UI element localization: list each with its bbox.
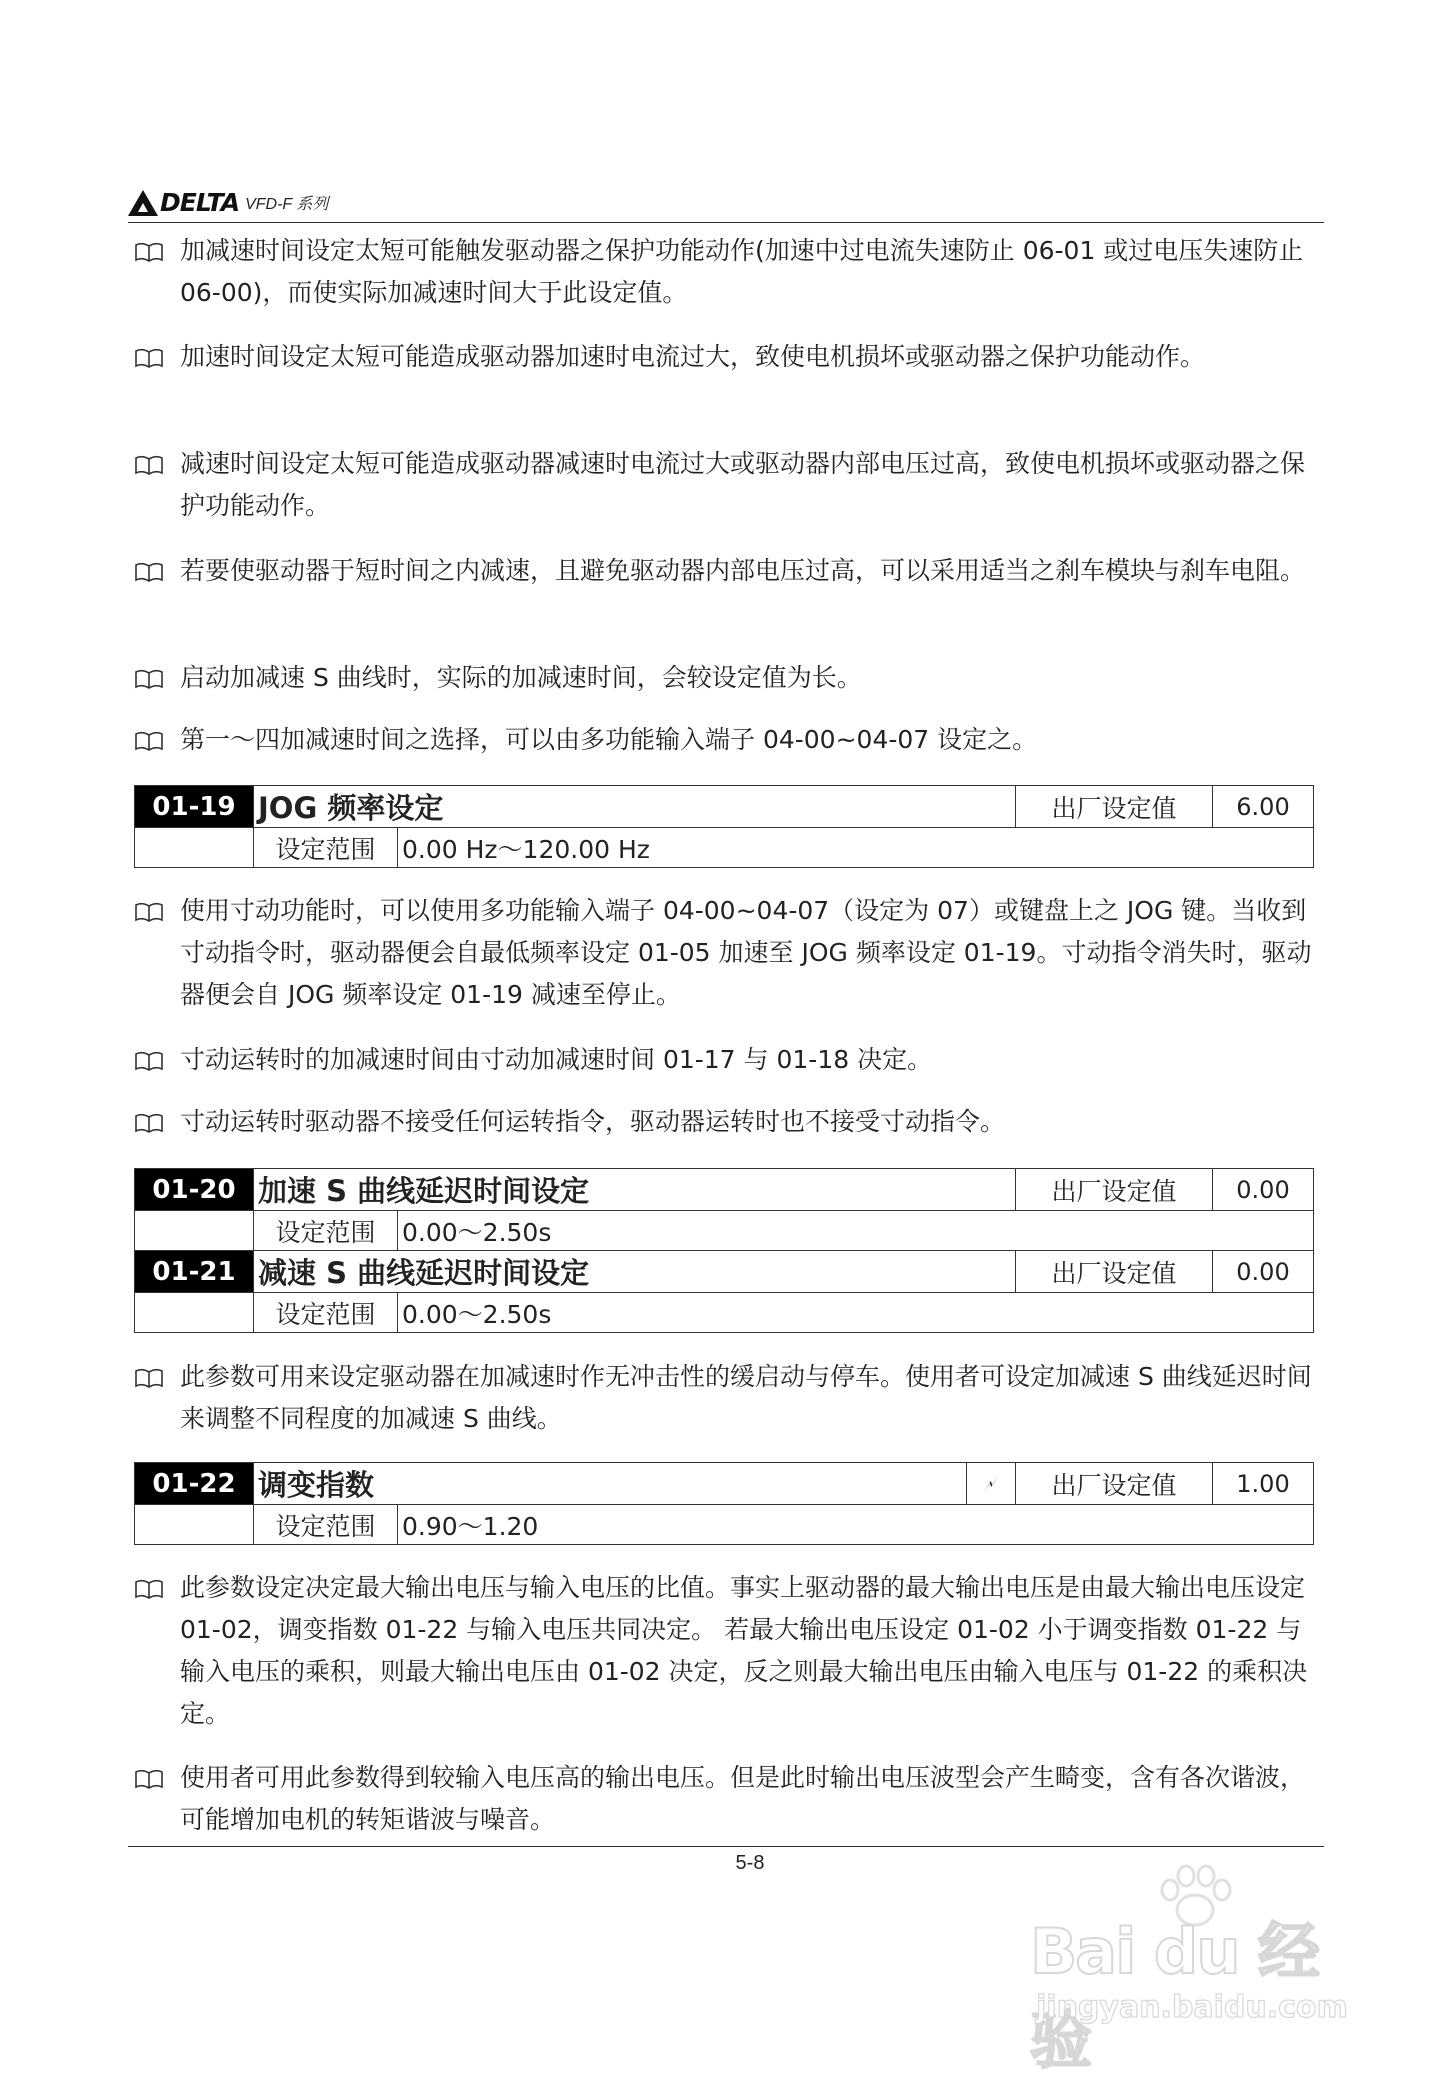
param-name: JOG 频率设定	[253, 786, 1015, 827]
note-text: 加速时间设定太短可能造成驱动器加速时电流过大，致使电机损坏或驱动器之保护功能动作。	[180, 342, 1206, 371]
book-icon	[134, 1051, 164, 1071]
note-paragraph	[134, 230, 1324, 314]
watermark-url: jingyan.baidu.com	[1036, 1990, 1348, 2025]
page-header	[128, 186, 1324, 223]
default-value: 1.00	[1212, 1463, 1313, 1504]
param-range-row	[135, 1504, 1313, 1544]
param-table-01-20-01-21	[134, 1168, 1314, 1333]
logo-text: DELTA	[160, 188, 240, 217]
delta-logo	[128, 186, 328, 216]
param-name: 减速 S 曲线延迟时间设定	[253, 1251, 1015, 1292]
range-value: 0.00～2.50s	[397, 1211, 1313, 1250]
footer-divider	[128, 1846, 1324, 1847]
note-text: 寸动运转时的加减速时间由寸动加减速时间 01-17 与 01-18 决定。	[180, 1045, 933, 1074]
note-text: 若要使驱动器于短时间之内减速，且避免驱动器内部电压过高，可以采用适当之刹车模块与刹车电阻。	[180, 556, 1306, 585]
param-code: 01-21	[135, 1251, 253, 1292]
param-name: 加速 S 曲线延迟时间设定	[253, 1169, 1015, 1210]
note-text: 使用者可用此参数得到较输入电压高的输出电压。但是此时输出电压波型会产生畸变，含有各次谐波，可能增加电机的转矩谐波与噪音。	[180, 1763, 1306, 1834]
note-paragraph	[134, 1101, 1324, 1143]
default-value: 0.00	[1212, 1169, 1313, 1210]
default-label: 出厂设定值	[1015, 1169, 1212, 1210]
book-icon	[134, 1113, 164, 1133]
param-table-01-19	[134, 785, 1314, 868]
book-icon	[134, 348, 164, 368]
book-icon	[134, 1769, 164, 1789]
note-text: 此参数设定决定最大输出电压与输入电压的比值。事实上驱动器的最大输出电压是由最大输出电压设定 01-02，调变指数 01-22 与输入电压共同决定。 若最大输出电压设定 01-02 小于调变指数 01-22 与输入电压的乘积，则最大输出电压由 01-02 决定，反之则最大输出电压由输入电压与 01-22 的乘积决定。	[180, 1573, 1308, 1728]
param-header-row	[135, 1250, 1313, 1292]
book-icon	[134, 669, 164, 689]
note-text: 加减速时间设定太短可能触发驱动器之保护功能动作(加速中过电流失速防止 06-01 或过电压失速防止 06-00)，而使实际加减速时间大于此设定值。	[180, 236, 1304, 307]
note-paragraph	[134, 1567, 1324, 1735]
param-header-row	[135, 1169, 1313, 1210]
note-paragraph	[134, 1757, 1324, 1841]
watermark-brand: Bai du 经验	[1030, 1915, 1319, 2077]
range-value: 0.90～1.20	[397, 1505, 1313, 1544]
range-label: 设定范围	[253, 1505, 397, 1544]
note-text: 减速时间设定太短可能造成驱动器减速时电流过大或驱动器内部电压过高，致使电机损坏或驱动器之保护功能动作。	[180, 449, 1306, 520]
book-icon	[134, 455, 164, 475]
note-text: 此参数可用来设定驱动器在加减速时作无冲击性的缓启动与停车。使用者可设定加减速 S 曲线延迟时间来调整不同程度的加减速 S 曲线。	[180, 1362, 1312, 1433]
note-paragraph	[134, 657, 1324, 699]
note-paragraph	[134, 443, 1324, 527]
page-number: 5-8	[735, 1852, 765, 1874]
book-icon	[134, 902, 164, 922]
param-code: 01-22	[135, 1463, 253, 1504]
param-table-01-22	[134, 1462, 1314, 1545]
note-text: 使用寸动功能时，可以使用多功能输入端子 04-00~04-07（设定为 07）或键盘上之 JOG 键。当收到寸动指令时，驱动器便会自最低频率设定 01-05 加速至 JOG 频率设定 01-19。寸动指令消失时，驱动器便会自 JOG 频率设定 01-19 减速至停止。	[180, 896, 1312, 1009]
series-label: VFD-F 系列	[245, 196, 329, 213]
param-name: 调变指数	[253, 1463, 966, 1504]
default-value: 6.00	[1212, 786, 1313, 827]
note-paragraph	[134, 1356, 1324, 1440]
param-range-row	[135, 827, 1313, 867]
default-label: 出厂设定值	[1015, 1463, 1212, 1504]
delta-triangle-icon	[128, 190, 158, 216]
lightning-icon	[979, 1472, 1003, 1496]
param-header-row	[135, 786, 1313, 827]
note-paragraph	[134, 719, 1324, 761]
param-header-row	[135, 1463, 1313, 1504]
note-paragraph	[134, 336, 1324, 378]
book-icon	[134, 242, 164, 262]
range-label: 设定范围	[253, 828, 397, 867]
default-label: 出厂设定值	[1015, 1251, 1212, 1292]
book-icon	[134, 1368, 164, 1388]
baidu-watermark	[1030, 1862, 1360, 2077]
param-code: 01-19	[135, 786, 253, 827]
param-range-row	[135, 1292, 1313, 1332]
note-paragraph	[134, 890, 1324, 1016]
book-icon	[134, 562, 164, 582]
default-value: 0.00	[1212, 1251, 1313, 1292]
param-code: 01-20	[135, 1169, 253, 1210]
range-value: 0.00～2.50s	[397, 1293, 1313, 1332]
default-label: 出厂设定值	[1015, 786, 1212, 827]
note-text: 启动加减速 S 曲线时，实际的加减速时间，会较设定值为长。	[180, 663, 862, 692]
range-label: 设定范围	[253, 1293, 397, 1332]
range-label: 设定范围	[253, 1211, 397, 1250]
runtime-edit-mark	[966, 1463, 1015, 1504]
param-range-row	[135, 1210, 1313, 1250]
note-text: 第一～四加减速时间之选择，可以由多功能输入端子 04-00~04-07 设定之。	[180, 725, 1038, 754]
note-text: 寸动运转时驱动器不接受任何运转指令，驱动器运转时也不接受寸动指令。	[180, 1107, 1006, 1136]
book-icon	[134, 1579, 164, 1599]
book-icon	[134, 731, 164, 751]
note-paragraph	[134, 1039, 1324, 1081]
note-paragraph	[134, 550, 1324, 592]
range-value: 0.00 Hz～120.00 Hz	[397, 828, 1313, 867]
